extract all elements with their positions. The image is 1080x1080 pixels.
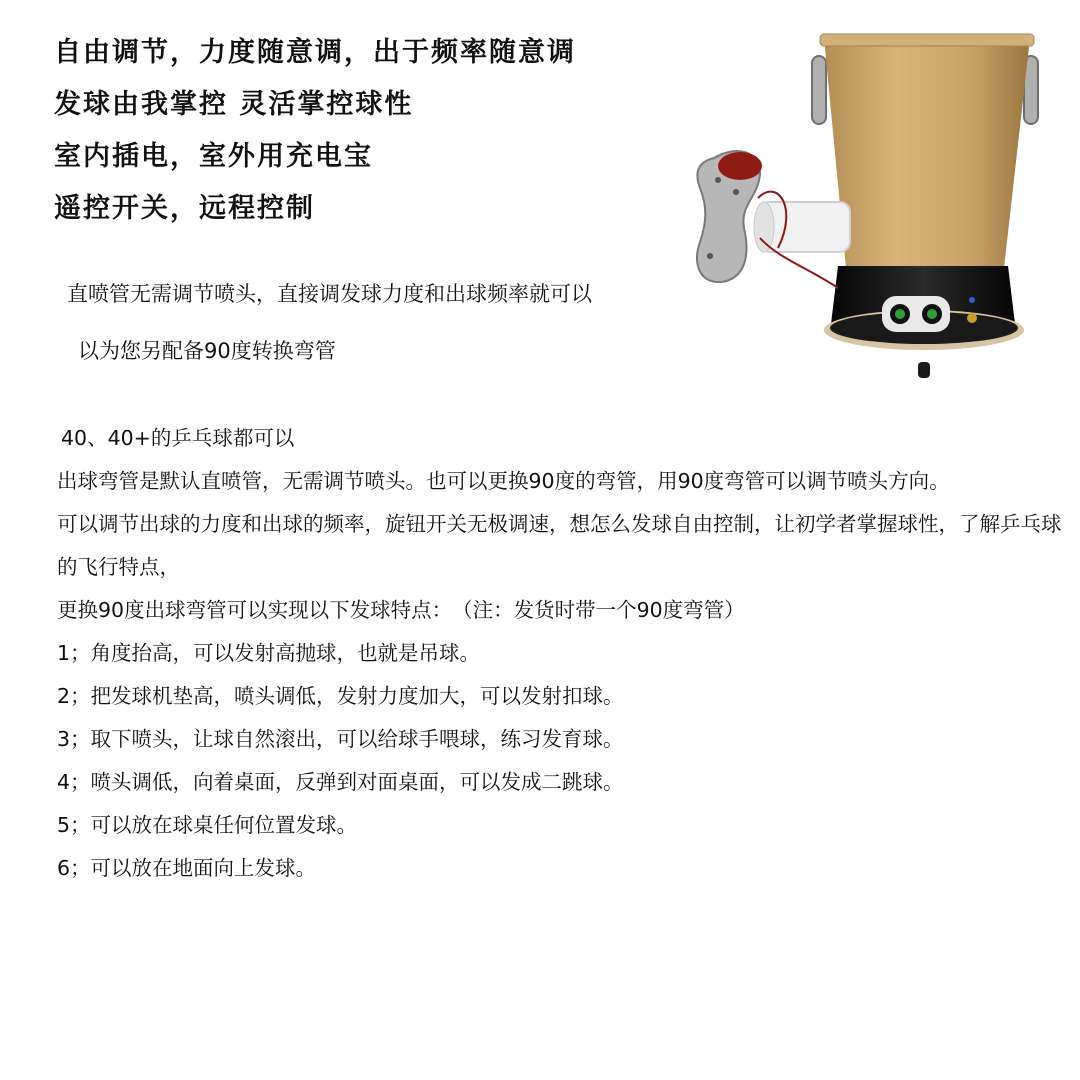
paragraph-adjustment: 可以调节出球的力度和出球的频率，旋钮开关无极调速，想怎么发球自由控制，让初学者掌握球性，了解乒乓球的飞行特点，: [57, 512, 1062, 579]
paragraph-features-intro: 更换90度出球弯管可以实现以下发球特点： （注：发货时带一个90度弯管）: [57, 598, 745, 622]
product-image: [688, 28, 1050, 388]
description-block: [57, 417, 1067, 890]
note-straight-nozzle: 直喷管无需调节喷头，直接调发球力度和出球频率就可以: [67, 282, 592, 306]
paragraph-default-pipe: 出球弯管是默认直喷管，无需调节喷头。也可以更换90度的弯管，用90度弯管可以调节喷头方向。: [57, 469, 950, 493]
headline-3: 室内插电，室外用充电宝: [54, 141, 373, 172]
feature-item-2: 2；把发球机垫高，喷头调低，发射力度加大，可以发射扣球。: [57, 684, 624, 708]
compatibility-text: 40、40+的乒乓球都可以: [61, 426, 295, 450]
headline-4: 遥控开关，远程控制: [54, 193, 315, 224]
feature-item-3: 3；取下喷头，让球自然滚出，可以给球手喂球，练习发育球。: [57, 727, 624, 751]
feature-item-5: 5；可以放在球桌任何位置发球。: [57, 813, 358, 837]
headline-2: 发球由我掌控 灵活掌控球性: [54, 89, 414, 120]
serving-machine-icon: [688, 28, 1050, 388]
feature-item-4: 4；喷头调低，向着桌面，反弹到对面桌面，可以发成二跳球。: [57, 770, 624, 794]
headline-1: 自由调节，力度随意调，出于频率随意调: [54, 37, 576, 68]
note-elbow-pipe: 以为您另配备90度转换弯管: [78, 339, 336, 363]
feature-item-6: 6；可以放在地面向上发球。: [57, 856, 317, 880]
feature-item-1: 1；角度抬高，可以发射高抛球，也就是吊球。: [57, 641, 481, 665]
